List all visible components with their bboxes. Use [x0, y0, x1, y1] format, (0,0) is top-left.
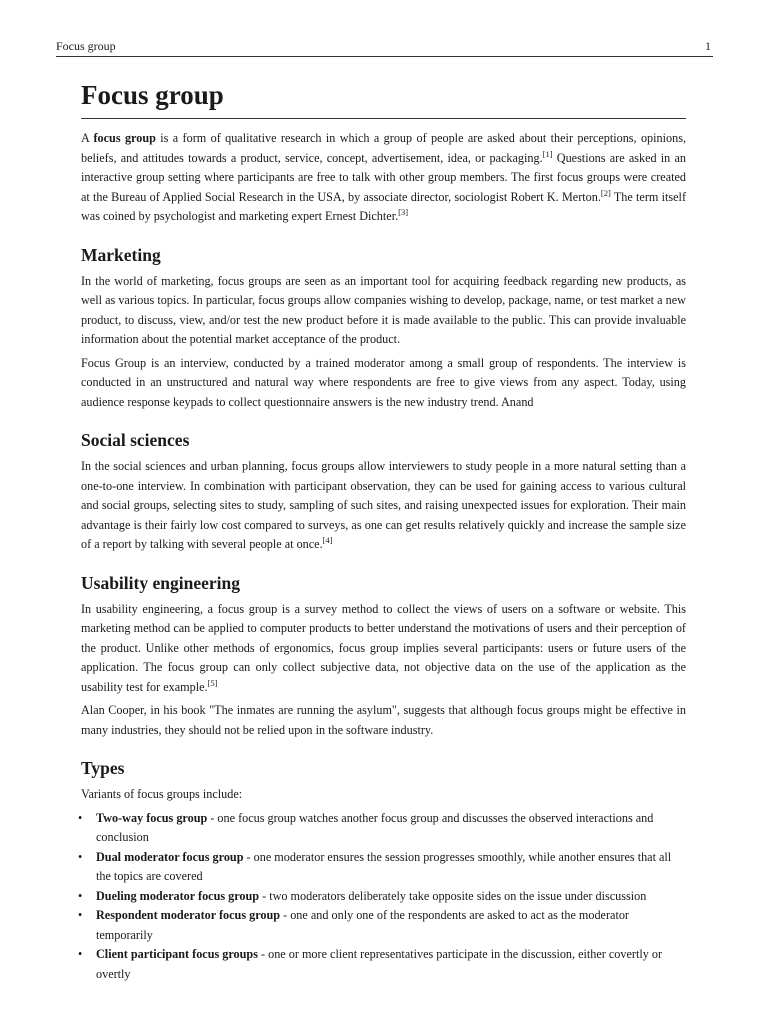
usability-paragraph-1	[81, 600, 686, 698]
citation-link-1[interactable]: [1]	[542, 148, 553, 159]
types-list	[81, 809, 686, 985]
list-item	[81, 945, 686, 984]
intro-paragraph	[81, 129, 686, 227]
usability-text: In usability engineering, a focus group is a survey method to collect the views of users on a software or website. This marketing method can be applied to computer products to better understand the motivations of users and their perception of the product. Unlike other methods of ergonomics, focus group implies several participants: users or future users of the application. The focus group can only collect subjective data, not objective data on the use of the application as the usability test for example.	[81, 601, 686, 694]
article-title: Focus group	[81, 78, 686, 119]
list-item-term: Client participant focus groups	[96, 947, 258, 961]
usability-paragraph-2: Alan Cooper, in his book "The inmates are running the asylum", suggests that although focus groups might be effective in many industries, they should not be relied upon in the software industry.	[81, 703, 686, 737]
section-heading-social-sciences: Social sciences	[81, 430, 190, 450]
list-item	[81, 887, 686, 907]
intro-text-1: A	[81, 131, 94, 145]
citation-link-2[interactable]: [2]	[600, 187, 611, 198]
list-item-term: Two-way focus group	[96, 810, 208, 825]
list-item-description: - one moderator ensures the session progresses smoothly, while another ensures that all the topics are covered	[96, 849, 672, 883]
list-item-description: - two moderators deliberately take opposite sides on the issue under discussion	[259, 888, 647, 903]
social-sciences-paragraph	[81, 457, 686, 555]
social-sciences-text: In the social sciences and urban planning, focus groups allow interviewers to study people in a more natural setting than a one-to-one interview. In combination with participant observation, they can be used for gaining access to various cultural and social groups, selecting sites to study, sampling of such sites, and raising unexpected issues for exploration. Their main advantage is their fairly low cost compared to surveys, as one can get results relatively quickly and increase the sample size of a report by talking with several people at once.	[81, 459, 686, 551]
list-item-description: - one and only one of the respondents are asked to act as the moderator temporarily	[96, 908, 629, 942]
marketing-paragraph-2: Focus Group is an interview, conducted by a trained moderator among a small group of respondents. The interview is conducted in an unstructured and natural way where respondents are free to give views from any aspect. Today, using audience response keypads to collect questionnaire answers is the new industry trend. Anand	[81, 355, 686, 409]
marketing-paragraph-1: In the world of marketing, focus groups are seen as an important tool for acquiring feedback regarding new products, as well as various topics. In particular, focus groups allow companies wishing to develop, package, name, or test market a new product, to discuss, view, and/or test the new product before it is made available to the public. This can provide invaluable information about the potential market acceptance of the product.	[81, 273, 686, 346]
section-heading-usability-engineering: Usability engineering	[81, 572, 240, 593]
page-number: 1	[705, 39, 711, 53]
citation-link-4[interactable]: [4]	[322, 535, 333, 545]
intro-term: focus group	[93, 131, 156, 145]
intro-text-4: The term itself was coined by psychologist and marketing expert Ernest Dichter.	[81, 189, 687, 223]
section-heading-marketing: Marketing	[81, 244, 161, 265]
list-item-description: - one focus group watches another focus group and discusses the observed interactions and conclusion	[96, 810, 654, 844]
list-item	[81, 809, 686, 848]
list-item-description: - one or more client representatives participate in the discussion, either covertly or overtly	[96, 947, 663, 981]
list-item	[81, 848, 686, 887]
article-body	[81, 78, 686, 984]
intro-text-3: Questions are asked in an interactive group setting where participants are free to talk with other group members. The first focus groups were created at the Bureau of Applied Social Research in the USA, by associate director, sociologist Robert K. Merton.	[81, 150, 686, 204]
types-intro: Variants of focus groups include:	[81, 787, 243, 801]
list-item-term: Dual moderator focus group	[96, 849, 244, 864]
running-header-title: Focus group	[56, 39, 116, 53]
list-item	[81, 906, 686, 945]
list-item-term: Dueling moderator focus group	[96, 888, 260, 903]
citation-link-3[interactable]: [3]	[398, 207, 409, 217]
list-item-term: Respondent moderator focus group	[96, 908, 281, 922]
section-heading-types: Types	[81, 758, 125, 778]
running-header	[56, 38, 713, 57]
citation-link-5[interactable]: [5]	[207, 677, 218, 688]
intro-text-2: is a form of qualitative research in which a group of people are asked about their perceptions, opinions, beliefs, and attitudes towards a product, service, concept, advertisement, idea, or packaging.	[81, 131, 686, 165]
